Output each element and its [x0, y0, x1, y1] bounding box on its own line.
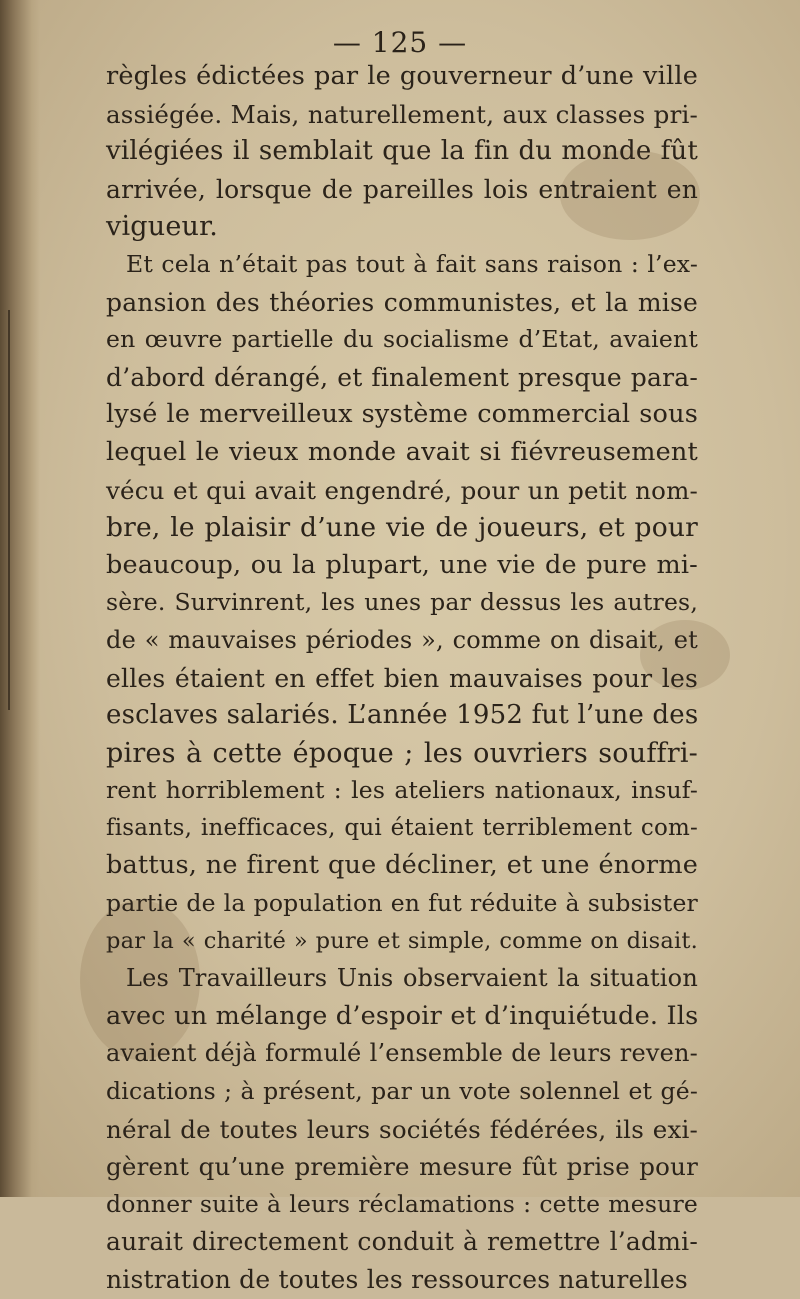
text-line: bre, le plaisir d’une vie de joueurs, et pour: [106, 512, 698, 544]
binding-gutter: [0, 0, 40, 1197]
text-line: d’abord dérangé, et finalement presque para-: [106, 362, 698, 392]
text-line: Et cela n’était pas tout à fait sans raison : l’ex-: [126, 249, 698, 278]
text-line: arrivée, lorsque de pareilles lois entraient en: [106, 174, 698, 204]
text-line: pansion des théories communistes, et la mise: [106, 287, 698, 317]
text-line: lysé le merveilleux système commercial sous: [106, 399, 698, 430]
text-line: beaucoup, ou la plupart, une vie de pure mi-: [106, 549, 698, 580]
text-line: gèrent qu’une première mesure fût prise pour: [106, 1152, 698, 1182]
text-line: en œuvre partielle du socialisme d’Etat, avaient: [106, 325, 698, 354]
text-line: néral de toutes leurs sociétés fédérées, ils exi-: [106, 1114, 698, 1144]
text-line: vécu et qui avait engendré, pour un petit nom-: [106, 475, 698, 505]
text-line: vigueur.: [106, 211, 219, 243]
text-line: battus, ne firent que décliner, et une énorme: [106, 850, 698, 881]
page-body-text: [106, 58, 698, 1299]
page-number: — 125 —: [332, 26, 468, 59]
text-line: pires à cette époque ; les ouvriers souffri-: [106, 737, 698, 769]
text-line: rent horriblement : les ateliers nationaux, insuf-: [106, 776, 698, 805]
text-line: règles édictées par le gouverneur d’une ville: [106, 61, 698, 91]
gutter-shadow-line: [8, 310, 10, 710]
text-line: Les Travailleurs Unis observaient la situation: [126, 964, 698, 993]
text-line: lequel le vieux monde avait si fiévreusement: [106, 436, 698, 467]
text-line: dications ; à présent, par un vote solennel et gé-: [106, 1077, 698, 1106]
text-line: vilégiées il semblait que la fin du monde fût: [106, 136, 698, 167]
text-line: aurait directement conduit à remettre l’admi-: [106, 1227, 698, 1257]
text-line: de « mauvaises périodes », comme on disait, et: [106, 625, 698, 654]
text-line: elles étaient en effet bien mauvaises pour les: [106, 663, 698, 693]
text-line: avaient déjà formulé l’ensemble de leurs reven-: [106, 1039, 698, 1068]
text-line: nistration de toutes les ressources naturelles: [106, 1265, 688, 1294]
text-line: sère. Survinrent, les unes par dessus les autres,: [106, 588, 698, 617]
text-line: assiégée. Mais, naturellement, aux classes pri-: [106, 99, 698, 129]
text-line: avec un mélange d’espoir et d’inquiétude. Ils: [106, 1000, 699, 1031]
text-line: donner suite à leurs réclamations : cette mesure: [106, 1189, 698, 1218]
text-line: fisants, inefficaces, qui étaient terriblement com-: [106, 814, 698, 841]
text-line: esclaves salariés. L’année 1952 fut l’une des: [106, 700, 699, 731]
text-line: partie de la population en fut réduite à subsister: [106, 889, 698, 918]
text-line: par la « charité » pure et simple, comme on disait.: [106, 927, 698, 954]
